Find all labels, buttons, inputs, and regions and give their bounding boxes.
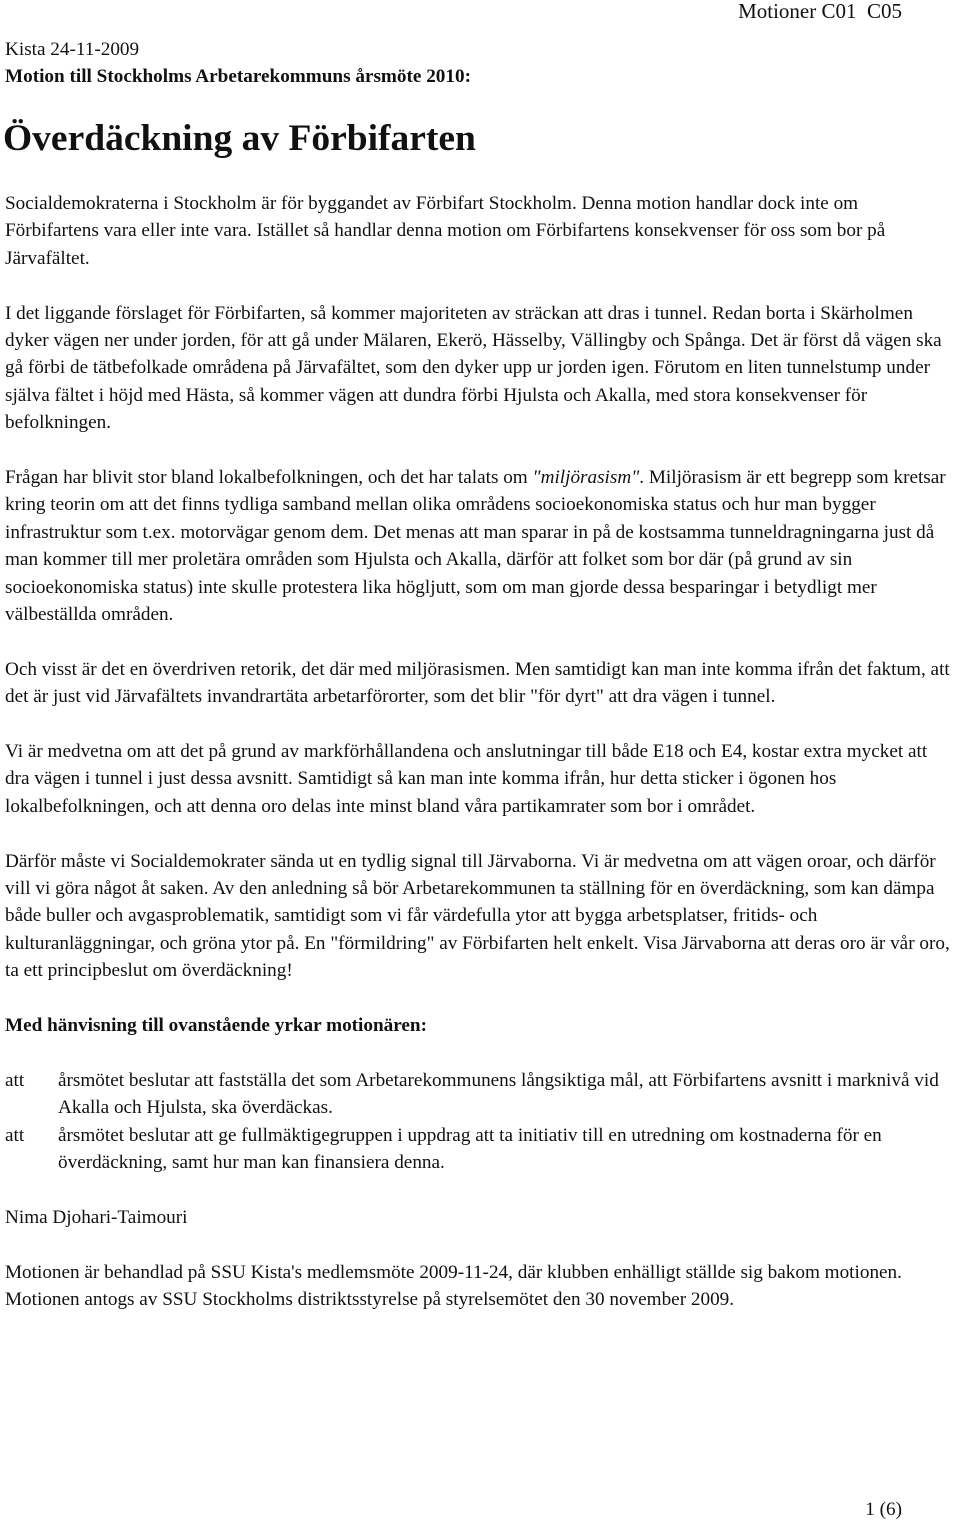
paragraph-costs: Vi är medvetna om att det på grund av markförhållandena och anslutningar till både E18 och E4, kostar extra mycket att dra vägen i tunnel i just dessa avsnitt. Samtidigt så kan man inte komma ifrån, hur detta sticker i ögonen hos lokalbefolkningen, och att denna oro delas inte minst bland våra partikamrater som bor i området. [5, 741, 928, 817]
paragraph-environmental-racism [5, 464, 950, 628]
proposal-key: att [5, 1069, 25, 1091]
paragraph-environmental-racism-start: Frågan har blivit stor bland lokalbefolkningen, och det har talats om [5, 467, 533, 489]
motion-header: Motion till Stockholms Arbetarekommuns årsmöte 2010: [5, 66, 471, 87]
document-body [5, 190, 950, 1314]
proposal-text: årsmötet beslutar att ge fullmäktigegruppen i uppdrag att ta initiativ till en utredning om kostnaderna för en överdäckning, samt hur man kan finansiera denna. [58, 1124, 882, 1174]
author-name: Nima Djohari-Taimouri [5, 1206, 188, 1228]
quoted-term: "miljörasism" [532, 467, 640, 489]
proposals-heading: Med hänvisning till ovanstående yrkar motionären: [5, 1015, 427, 1037]
page-number: 1 (6) [865, 1499, 902, 1520]
proposals-list [5, 1067, 950, 1177]
paragraph-intro: Socialdemokraterna i Stockholm är för byggandet av Förbifart Stockholm. Denna motion handlar dock inte om Förbifartens vara eller inte vara. Istället så handlar denna motion om Förbifartens konsekvenser för oss som bor på Järvafältet. [5, 193, 886, 269]
document-id: Motioner C01 C05 [738, 0, 902, 23]
proposal-item [5, 1122, 950, 1177]
date-line: Kista 24-11-2009 [5, 39, 140, 60]
proposal-text: årsmötet beslutar att fastställa det som Arbetarekommunens långsiktiga mål, att Förbifartens avsnitt i marknivå vid Akalla och Hjulsta, ska överdäckas. [58, 1069, 939, 1119]
page-title: Överdäckning av Förbifarten [3, 118, 476, 159]
proposal-key: att [5, 1124, 25, 1146]
treatment-note-district: Motionen antogs av SSU Stockholms distriktsstyrelse på styrelsemötet den 30 november 2009. [5, 1289, 735, 1311]
paragraph-tunnel: I det liggande förslaget för Förbifarten, så kommer majoriteten av sträckan att dras i tunnel. Redan borta i Skärholmen dyker vägen ner under jorden, för att gå under Mälaren, Ekerö, Hässelby, Vällingby och Spånga. Det är först då vägen ska gå förbi de tätbefolkade områdena på Järvafältet, som den dyker upp ur jorden igen. Förutom en liten tunnelstump under själva fältet i höjd med Hästa, så kommer vägen att dundra förbi Hjulsta och Akalla, med stora konsekvenser för befolkningen. [5, 302, 942, 434]
treatment-note-kista: Motionen är behandlad på SSU Kista's medlemsmöte 2009-11-24, där klubben enhälligt ställde sig bakom motionen. [5, 1261, 902, 1283]
paragraph-rhetoric: Och visst är det en överdriven retorik, det där med miljörasismen. Men samtidigt kan man inte komma ifrån det faktum, att det är just vid Järvafältets invandrartäta arbetarförorter, som det blir "för dyrt" att dra vägen i tunnel. [5, 658, 950, 708]
proposal-item [5, 1067, 950, 1122]
paragraph-signal: Därför måste vi Socialdemokrater sända ut en tydlig signal till Järvaborna. Vi är medvetna om att vägen oroar, och därför vill vi göra något åt saken. Av den anledning så bör Arbetarekommunen ta ställning för en överdäckning, som kan dämpa både buller och avgasproblematik, samtidigt som vi får värdefulla ytor att bygga arbetsplatser, fritids- och kulturanläggningar, och gröna ytor på. En "förmildring" av Förbifarten helt enkelt. Visa Järvaborna att deras oro är vår oro, ta ett principbeslut om överdäckning! [5, 850, 950, 982]
paragraph-environmental-racism-rest: . Miljörasism är ett begrepp som kretsar kring teorin om att det finns tydliga samband mellan olika områdens socioekonomiska status och hur man bygger infrastruktur som t.ex. motorvägar genom dem. Det menas att man sparar in på de kostsamma tunneldragningarna just då man kommer till mer proletära områden som Hjulsta och Akalla, därför att folket som bor där (på grund av sin socioekonomiska status) inte skulle protestera lika högljutt, som om man gjorde dessa besparingar i betydligt mer välbeställda områden. [5, 467, 946, 626]
